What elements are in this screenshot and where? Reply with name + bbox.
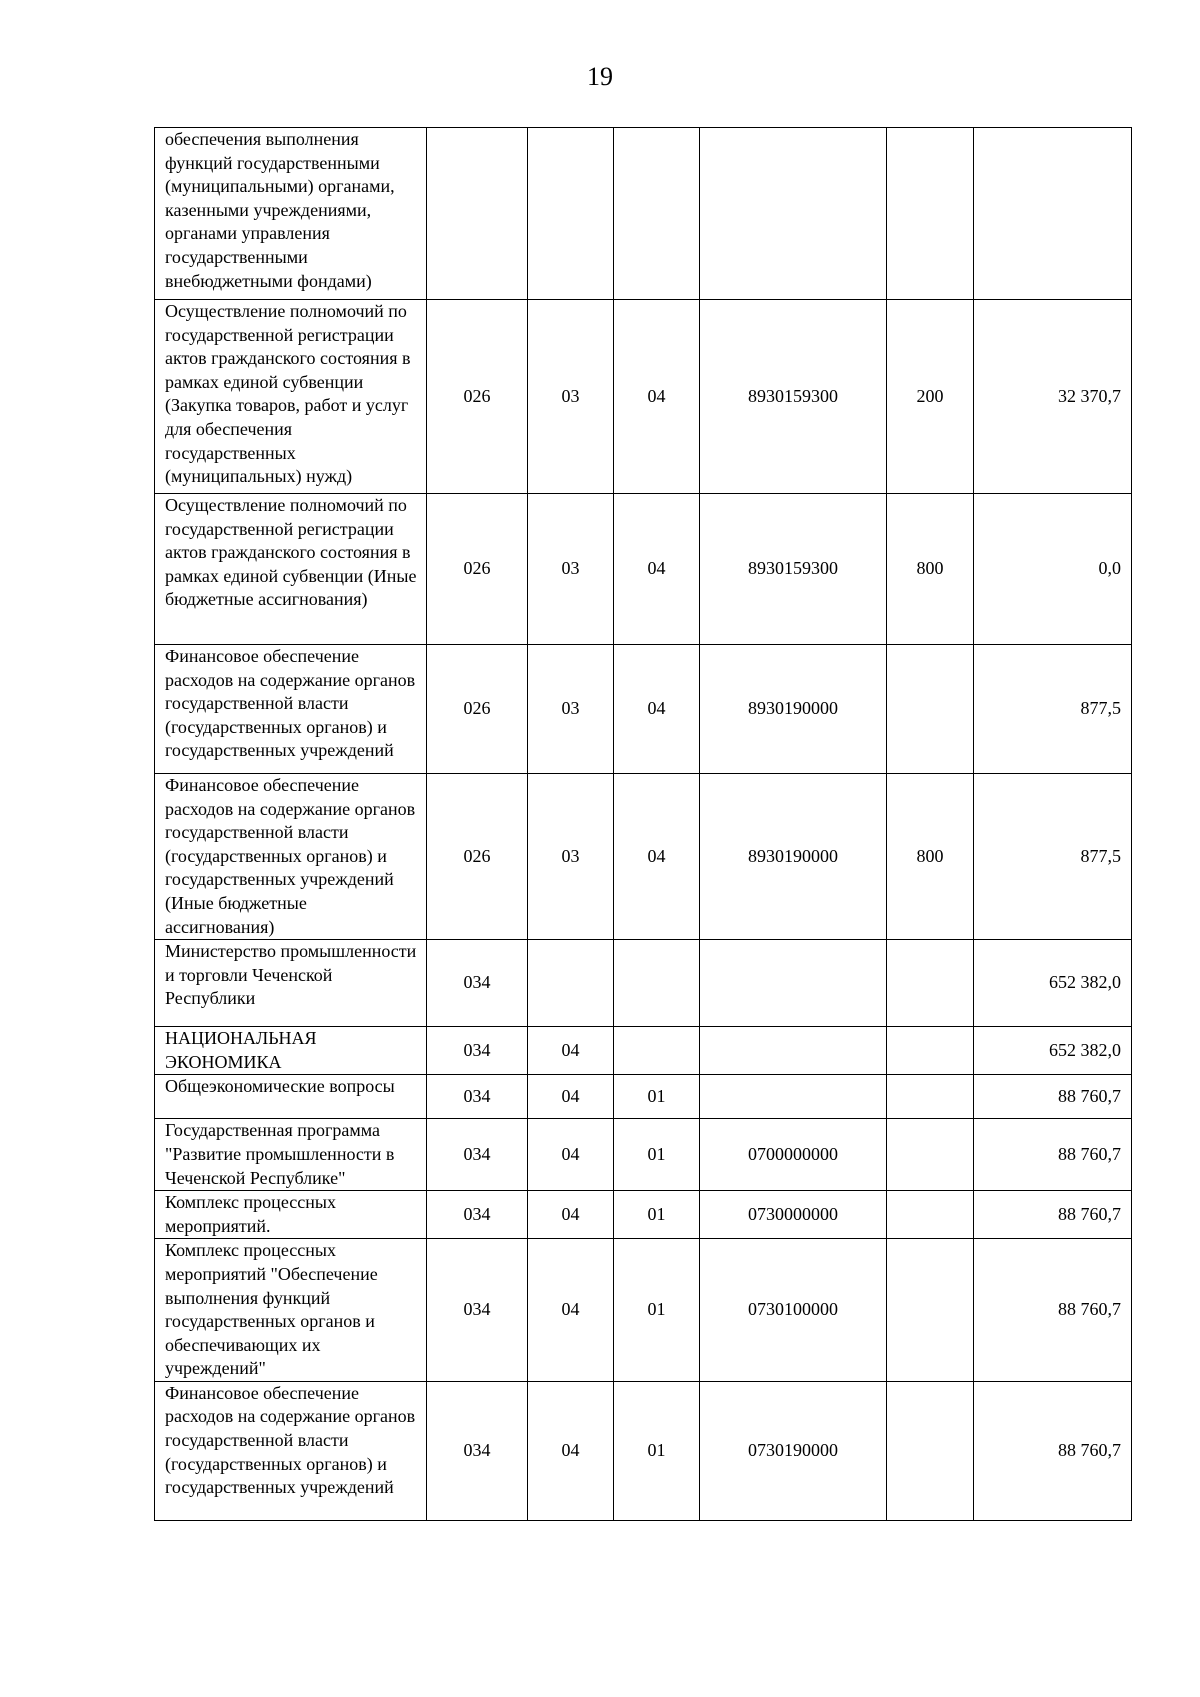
table-row <box>155 774 1132 940</box>
cell-expense-type <box>887 1027 974 1075</box>
cell-subsection: 04 <box>614 494 700 645</box>
cell-target-article <box>700 1075 887 1119</box>
cell-expense-type <box>887 1381 974 1520</box>
cell-subsection: 01 <box>614 1119 700 1191</box>
cell-section <box>528 940 614 1027</box>
cell-name: Государственная программа "Развитие промышленности в Чеченской Республике" <box>155 1119 427 1191</box>
cell-name: Осуществление полномочий по государственной регистрации актов гражданского состояния в рамках единой субвенции (Закупка товаров, работ и услуг для обеспечения государственных (муниципальных) нужд) <box>155 300 427 494</box>
cell-target-article: 0730100000 <box>700 1239 887 1382</box>
cell-grbs: 034 <box>427 940 528 1027</box>
cell-target-article <box>700 128 887 300</box>
cell-subsection <box>614 1027 700 1075</box>
table-row <box>155 940 1132 1027</box>
cell-subsection: 01 <box>614 1239 700 1382</box>
cell-section: 04 <box>528 1191 614 1239</box>
cell-sum: 877,5 <box>974 774 1132 940</box>
cell-expense-type <box>887 940 974 1027</box>
cell-name: Комплекс процессных мероприятий. <box>155 1191 427 1239</box>
cell-grbs: 034 <box>427 1239 528 1382</box>
table-row <box>155 1119 1132 1191</box>
cell-sum: 88 760,7 <box>974 1119 1132 1191</box>
cell-target-article: 0730190000 <box>700 1381 887 1520</box>
cell-subsection: 04 <box>614 774 700 940</box>
cell-name: Финансовое обеспечение расходов на содержание органов государственной власти (государственных органов) и государственных учреждений (Иные бюджетные ассигнования) <box>155 774 427 940</box>
table-row <box>155 494 1132 645</box>
cell-target-article: 8930190000 <box>700 645 887 774</box>
cell-grbs: 034 <box>427 1119 528 1191</box>
table-row <box>155 1381 1132 1520</box>
cell-expense-type <box>887 1119 974 1191</box>
cell-expense-type <box>887 128 974 300</box>
cell-sum: 32 370,7 <box>974 300 1132 494</box>
cell-section: 04 <box>528 1381 614 1520</box>
cell-target-article <box>700 940 887 1027</box>
cell-name: НАЦИОНАЛЬНАЯ ЭКОНОМИКА <box>155 1027 427 1075</box>
cell-expense-type <box>887 1239 974 1382</box>
page-number: 19 <box>587 62 613 91</box>
table-row <box>155 1027 1132 1075</box>
cell-name: обеспечения выполнения функций государственными (муниципальными) органами, казенными учреждениями, органами управления государственными внебюджетными фондами) <box>155 128 427 300</box>
cell-grbs: 026 <box>427 645 528 774</box>
cell-sum: 652 382,0 <box>974 1027 1132 1075</box>
cell-subsection: 01 <box>614 1075 700 1119</box>
cell-name: Финансовое обеспечение расходов на содержание органов государственной власти (государственных органов) и государственных учреждений <box>155 645 427 774</box>
cell-target-article: 8930159300 <box>700 494 887 645</box>
cell-target-article <box>700 1027 887 1075</box>
cell-grbs: 034 <box>427 1191 528 1239</box>
cell-target-article: 8930159300 <box>700 300 887 494</box>
cell-subsection: 01 <box>614 1381 700 1520</box>
cell-grbs: 034 <box>427 1027 528 1075</box>
cell-target-article: 0700000000 <box>700 1119 887 1191</box>
cell-grbs: 034 <box>427 1381 528 1520</box>
cell-sum: 88 760,7 <box>974 1075 1132 1119</box>
cell-subsection <box>614 128 700 300</box>
cell-section: 03 <box>528 645 614 774</box>
cell-section: 04 <box>528 1239 614 1382</box>
cell-name: Комплекс процессных мероприятий "Обеспечение выполнения функций государственных органов и обеспечивающих их учреждений" <box>155 1239 427 1382</box>
cell-section: 04 <box>528 1119 614 1191</box>
cell-target-article: 0730000000 <box>700 1191 887 1239</box>
cell-grbs <box>427 128 528 300</box>
table-row <box>155 1191 1132 1239</box>
cell-expense-type: 800 <box>887 494 974 645</box>
cell-section: 03 <box>528 494 614 645</box>
cell-target-article: 8930190000 <box>700 774 887 940</box>
cell-grbs: 026 <box>427 300 528 494</box>
cell-section: 04 <box>528 1075 614 1119</box>
cell-sum: 88 760,7 <box>974 1191 1132 1239</box>
cell-section: 03 <box>528 774 614 940</box>
cell-section <box>528 128 614 300</box>
cell-subsection: 04 <box>614 645 700 774</box>
cell-section: 03 <box>528 300 614 494</box>
cell-name: Министерство промышленности и торговли Чеченской Республики <box>155 940 427 1027</box>
cell-name: Общеэкономические вопросы <box>155 1075 427 1119</box>
cell-grbs: 034 <box>427 1075 528 1119</box>
table-row <box>155 300 1132 494</box>
table-row <box>155 1075 1132 1119</box>
cell-subsection: 04 <box>614 300 700 494</box>
cell-subsection: 01 <box>614 1191 700 1239</box>
cell-sum: 652 382,0 <box>974 940 1132 1027</box>
cell-grbs: 026 <box>427 774 528 940</box>
cell-name: Финансовое обеспечение расходов на содержание органов государственной власти (государственных органов) и государственных учреждений <box>155 1381 427 1520</box>
cell-name: Осуществление полномочий по государственной регистрации актов гражданского состояния в рамках единой субвенции (Иные бюджетные ассигнования) <box>155 494 427 645</box>
cell-expense-type: 800 <box>887 774 974 940</box>
cell-expense-type <box>887 1075 974 1119</box>
cell-grbs: 026 <box>427 494 528 645</box>
budget-table <box>154 127 1132 1521</box>
cell-sum: 88 760,7 <box>974 1381 1132 1520</box>
cell-section: 04 <box>528 1027 614 1075</box>
cell-sum: 88 760,7 <box>974 1239 1132 1382</box>
cell-expense-type: 200 <box>887 300 974 494</box>
cell-sum: 877,5 <box>974 645 1132 774</box>
cell-sum <box>974 128 1132 300</box>
table-row <box>155 645 1132 774</box>
cell-expense-type <box>887 645 974 774</box>
cell-expense-type <box>887 1191 974 1239</box>
cell-sum: 0,0 <box>974 494 1132 645</box>
table-row <box>155 1239 1132 1382</box>
table-row <box>155 128 1132 300</box>
cell-subsection <box>614 940 700 1027</box>
